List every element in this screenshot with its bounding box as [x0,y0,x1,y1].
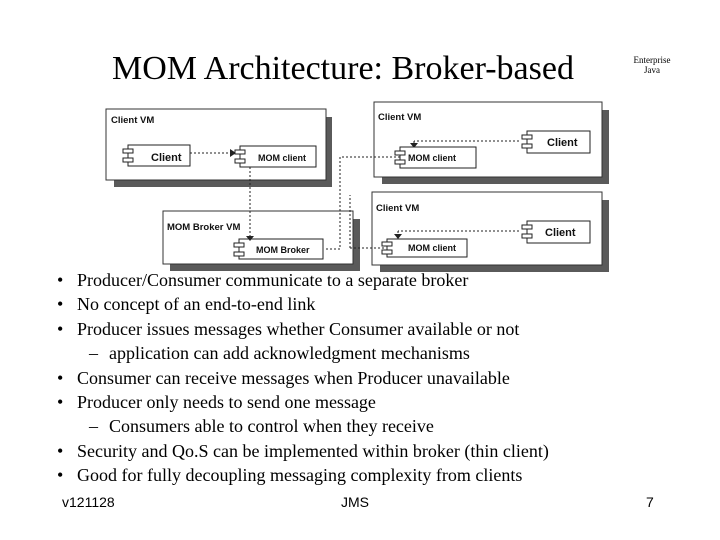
slide-title: MOM Architecture: Broker-based [112,50,574,87]
mom-broker-component [234,239,323,259]
mom-client-bottom-right-text: MOM client [408,243,457,253]
client-vm-bottom-right [372,192,609,272]
mom-client-top-right-component [395,147,476,168]
footer-topic: JMS [341,494,369,510]
bullet-list [55,268,695,488]
mom-client-left-text: MOM client [258,153,307,163]
logo-line-2: Java [644,65,660,75]
mom-client-left-component [235,146,316,167]
mom-broker-text: MOM Broker [256,245,310,255]
mom-client-top-right-text: MOM client [408,153,457,163]
sub-bullet-item: – application can add acknowledgment mechanisms [55,341,695,365]
footer-version: v121128 [62,494,115,510]
client-top-right-text: Client [547,137,578,149]
bullet-item: • Producer issues messages whether Consumer available or not [55,317,695,341]
client-bottom-right-text: Client [545,227,576,239]
client-vm-left [106,109,332,187]
broker-vm [163,211,360,271]
bullet-item: • Good for fully decoupling messaging complexity from clients [55,463,695,487]
client-vm-bottom-right-label: Client VM [376,203,420,214]
bullet-item: • Producer only needs to send one message [55,390,695,414]
mom-client-bottom-right-component [382,239,467,257]
bullet-item: • Producer/Consumer communicate to a separate broker [55,268,695,292]
client-vm-top-right-label: Client VM [378,112,422,123]
logo-line-1: Enterprise [633,55,671,65]
footer-page-number: 7 [646,494,654,510]
bullet-item: • No concept of an end-to-end link [55,292,695,316]
client-vm-top-right [374,102,609,184]
client-left-component [123,145,190,166]
client-bottom-right-component [522,221,590,243]
client-vm-left-label: Client VM [111,115,155,126]
broker-vm-label: MOM Broker VM [167,222,241,233]
client-left-text: Client [151,152,182,164]
sub-bullet-item: – Consumers able to control when they receive [55,414,695,438]
bullet-item: • Security and Qo.S can be implemented within broker (thin client) [55,439,695,463]
bullet-item: • Consumer can receive messages when Producer unavailable [55,366,695,390]
client-top-right-component [522,131,590,153]
